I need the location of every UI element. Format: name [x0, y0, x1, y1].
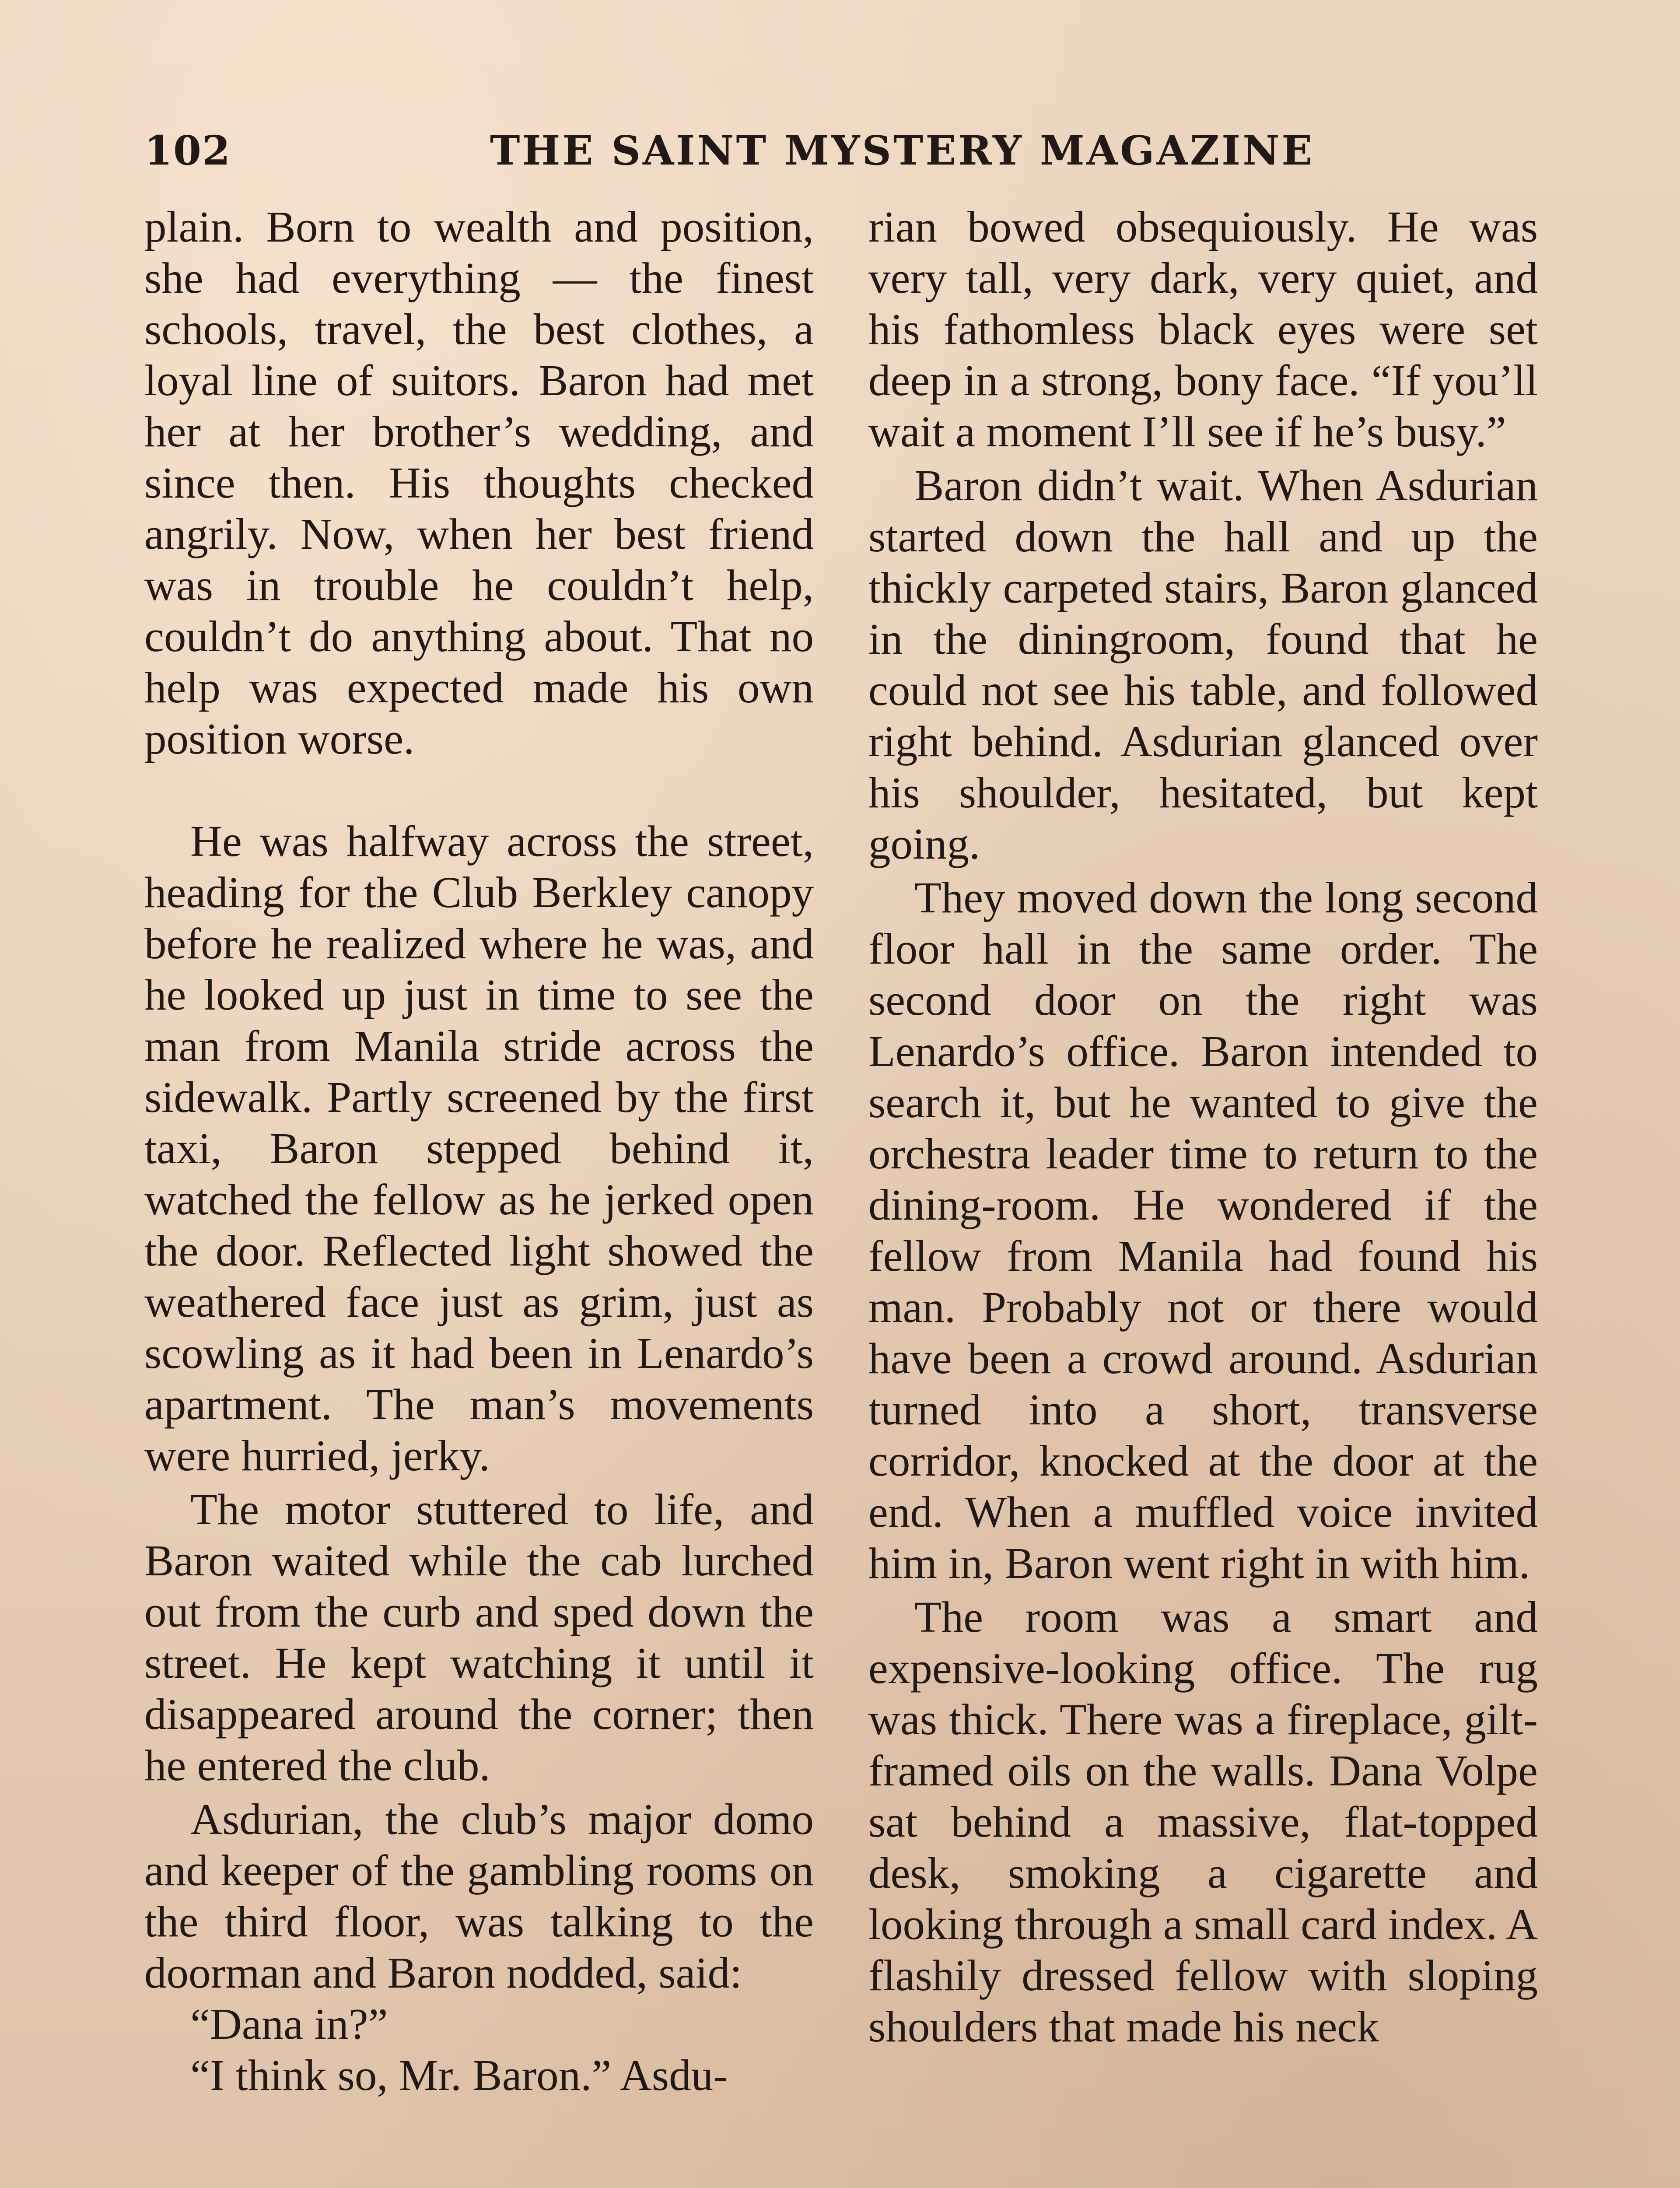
paragraph: The motor stuttered to life, and Baron waited while the cab lurched out from the curb and sped down the street. He kept watching it until it disappeared around the corner; then he entered the club. [144, 1485, 814, 1790]
paragraph: Baron didn’t wait. When Asdurian started down the hall and up the thickly carpeted stairs, Baron glanced in the diningroom, found that he could not see his table, and followed right behind. Asdurian glanced over his shoulder, hesitated, but kept going. [868, 461, 1538, 868]
paragraph: “Dana in?” [190, 1999, 388, 2048]
paragraph: The room was a smart and expensive-looking office. The rug was thick. There was a fireplace, gilt-framed oils on the walls. Dana Volpe sat behind a massive, flat-topped desk, smoking a cigarette and looking through a small card index. A flashily dressed fellow with sloping shoulders that made his neck [868, 1592, 1538, 2051]
paragraph: He was halfway across the street, heading for the Club Berkley canopy before he realized where he was, and he looked up just in time to see the man from Manila stride across the sidewalk. Partly screened by the first taxi, Baron stepped behind it, watched the fellow as he jerked open the door. Reflected light showed the weathered face just as grim, just as scowling as it had been in Lenardo’s apartment. The man’s movements were hurried, jerky. [144, 817, 814, 1480]
paragraph: plain. Born to wealth and position, she had everything — the finest schools, travel, the best clothes, a loyal line of suitors. Baron had met her at her brother’s wedding, and since then. His thoughts checked angrily. Now, when her best friend was in trouble he couldn’t help, couldn’t do anything about. That no help was expected made his own position worse. [144, 202, 814, 763]
paragraph: “I think so, Mr. Baron.” Asdu- [190, 2051, 728, 2100]
page-number: 102 [144, 127, 231, 174]
right-text-column [868, 201, 1538, 2052]
running-title: THE SAINT MYSTERY MAGAZINE [490, 127, 1315, 174]
left-text-column [144, 201, 814, 2101]
page-header [144, 127, 1536, 184]
paragraph: They moved down the long second floor hall in the same order. The second door on the right was Lenardo’s office. Baron intended to search it, but he wanted to give the orchestra leader time to return to the dining-room. He wondered if the fellow from Manila had found his man. Probably not or there would have been a crowd around. Asdurian turned into a short, transverse corridor, knocked at the door at the end. When a muffled voice invited him in, Baron went right in with him. [868, 873, 1538, 1588]
paragraph: Asdurian, the club’s major domo and keeper of the gambling rooms on the third floor, was talking to the doorman and Baron nodded, said: [144, 1795, 814, 1997]
paragraph: rian bowed obsequiously. He was very tall, very dark, very quiet, and his fathomless black eyes were set deep in a strong, bony face. “If you’ll wait a moment I’ll see if he’s busy.” [868, 202, 1538, 456]
